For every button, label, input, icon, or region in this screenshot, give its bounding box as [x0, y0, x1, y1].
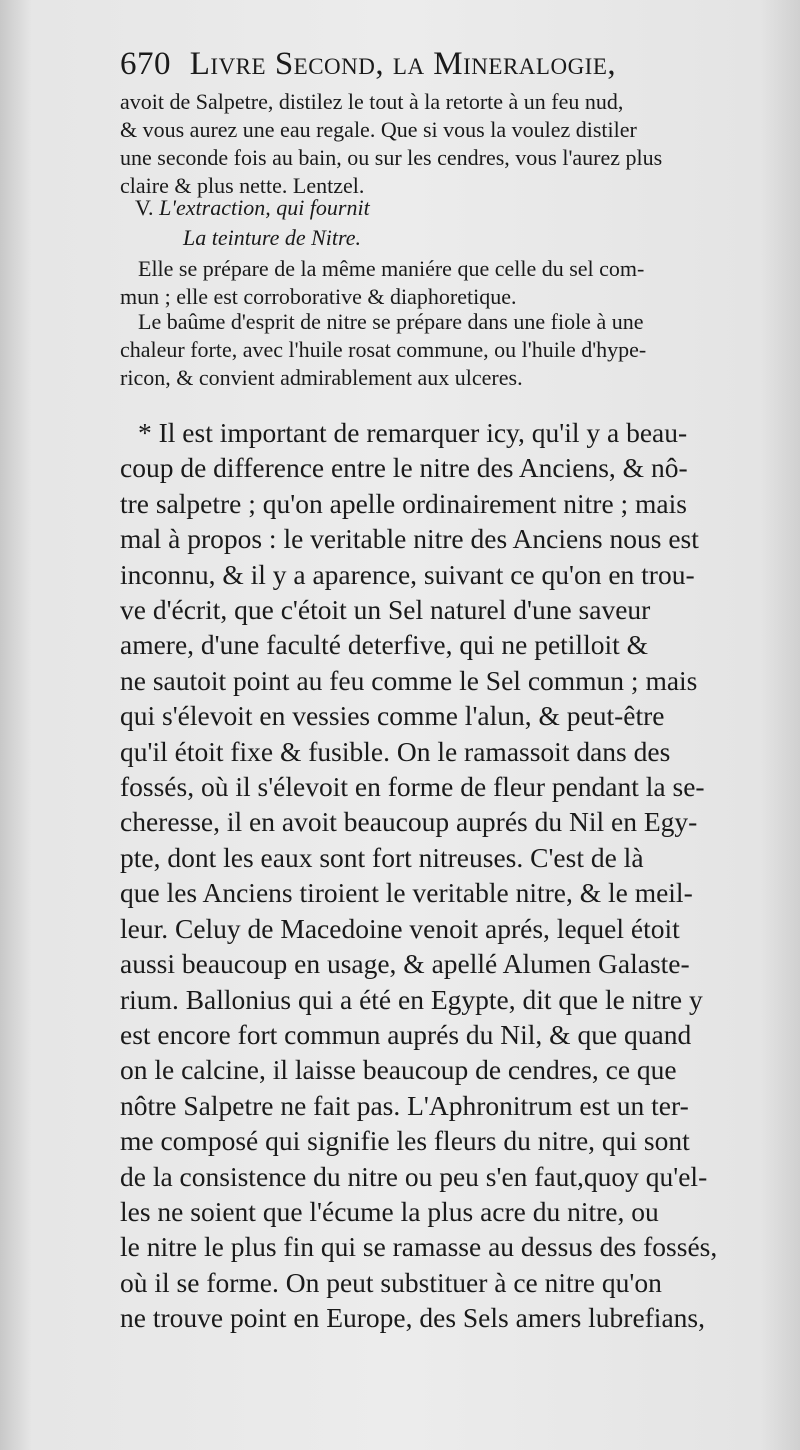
section-heading — [135, 193, 735, 253]
section-title-line-2: La teinture de Nitre. — [183, 225, 362, 250]
text-line: tre salpetre ; qu'on apelle ordinairement nitre ; mais — [120, 487, 687, 519]
text-line: me composé qui signifie les fleurs du nitre, qui sont — [120, 1125, 690, 1157]
text-line: de la consistence du nitre ou peu s'en faut,quoy qu'el- — [120, 1160, 708, 1192]
paragraph-3 — [120, 308, 785, 392]
text-line: avoit de Salpetre, distilez le tout à la retorte à un feu nud, — [120, 89, 624, 114]
section-title-line-1: L'extraction, qui fournit — [159, 195, 370, 220]
page-number: 670 — [120, 46, 171, 82]
text-line: nôtre Salpetre ne fait pas. L'Aphronitrum est un ter- — [120, 1089, 689, 1121]
text-line: & vous aurez une eau regale. Que si vous la voulez distiler — [120, 117, 637, 142]
text-line: pte, dont les eaux sont fort nitreuses. C'est de là — [120, 841, 644, 873]
main-paragraph — [120, 415, 785, 1336]
text-line: les ne soient que l'écume la plus acre du nitre, ou — [120, 1195, 659, 1227]
text-line: coup de difference entre le nitre des Anciens, & nô- — [120, 452, 688, 484]
text-line: amere, d'une faculté deterfive, qui ne petilloit & — [120, 629, 649, 661]
text-line: rium. Ballonius qui a été en Egypte, dit que le nitre y — [120, 983, 703, 1015]
text-line: mal à propos : le veritable nitre des Anciens nous est — [120, 523, 699, 555]
text-line: que les Anciens tiroient le veritable nitre, & le meil- — [120, 877, 693, 909]
text-line: aussi beaucoup en usage, & apellé Alumen Galaste- — [120, 948, 690, 980]
text-line: est encore fort commun auprés du Nil, & que quand — [120, 1018, 692, 1050]
text-line: Le baûme d'esprit de nitre se prépare dans une fiole à une — [138, 309, 644, 334]
section-numeral: V. — [135, 195, 154, 220]
text-line: qui s'élevoit en vessies comme l'alun, & peut-être — [120, 700, 665, 732]
text-line: Elle se prépare de la même maniére que celle du sel com- — [138, 256, 645, 281]
text-line: ne sautoit point au feu comme le Sel commun ; mais — [120, 664, 698, 696]
running-title: Livre Second, la Mineralogie, — [189, 46, 617, 82]
text-line: claire & plus nette. Lentzel. — [120, 173, 365, 198]
text-line: qu'il étoit fixe & fusible. On le ramassoit dans des — [120, 735, 671, 767]
text-line: ve d'écrit, que c'étoit un Sel naturel d'une saveur — [120, 594, 651, 626]
text-line: mun ; elle est corroborative & diaphoretique. — [120, 284, 517, 309]
text-line: on le calcine, il laisse beaucoup de cendres, ce que — [120, 1054, 677, 1086]
paragraph-2 — [120, 255, 785, 311]
paragraph-1 — [120, 88, 785, 200]
text-line: ricon, & convient admirablement aux ulceres. — [120, 365, 523, 390]
page-header — [120, 46, 780, 83]
text-line: où il se forme. On peut substituer à ce nitre qu'on — [120, 1266, 662, 1298]
text-line: leur. Celuy de Macedoine venoit aprés, lequel étoit — [120, 912, 680, 944]
text-line: * Il est important de remarquer icy, qu'il y a beau- — [138, 417, 688, 448]
text-line: une seconde fois au bain, ou sur les cendres, vous l'aurez plus — [120, 145, 663, 170]
text-line: ne trouve point en Europe, des Sels amers lubrefians, — [120, 1302, 705, 1334]
text-line: cheresse, il en avoit beaucoup auprés du Nil en Egy- — [120, 806, 698, 838]
text-line: le nitre le plus fin qui se ramasse au dessus des fossés, — [120, 1231, 718, 1263]
text-line: chaleur forte, avec l'huile rosat commune, ou l'huile d'hype- — [120, 337, 647, 362]
text-line: inconnu, & il y a aparence, suivant ce qu'on en trou- — [120, 558, 695, 590]
text-line: fossés, où il s'élevoit en forme de fleur pendant la se- — [120, 771, 705, 803]
